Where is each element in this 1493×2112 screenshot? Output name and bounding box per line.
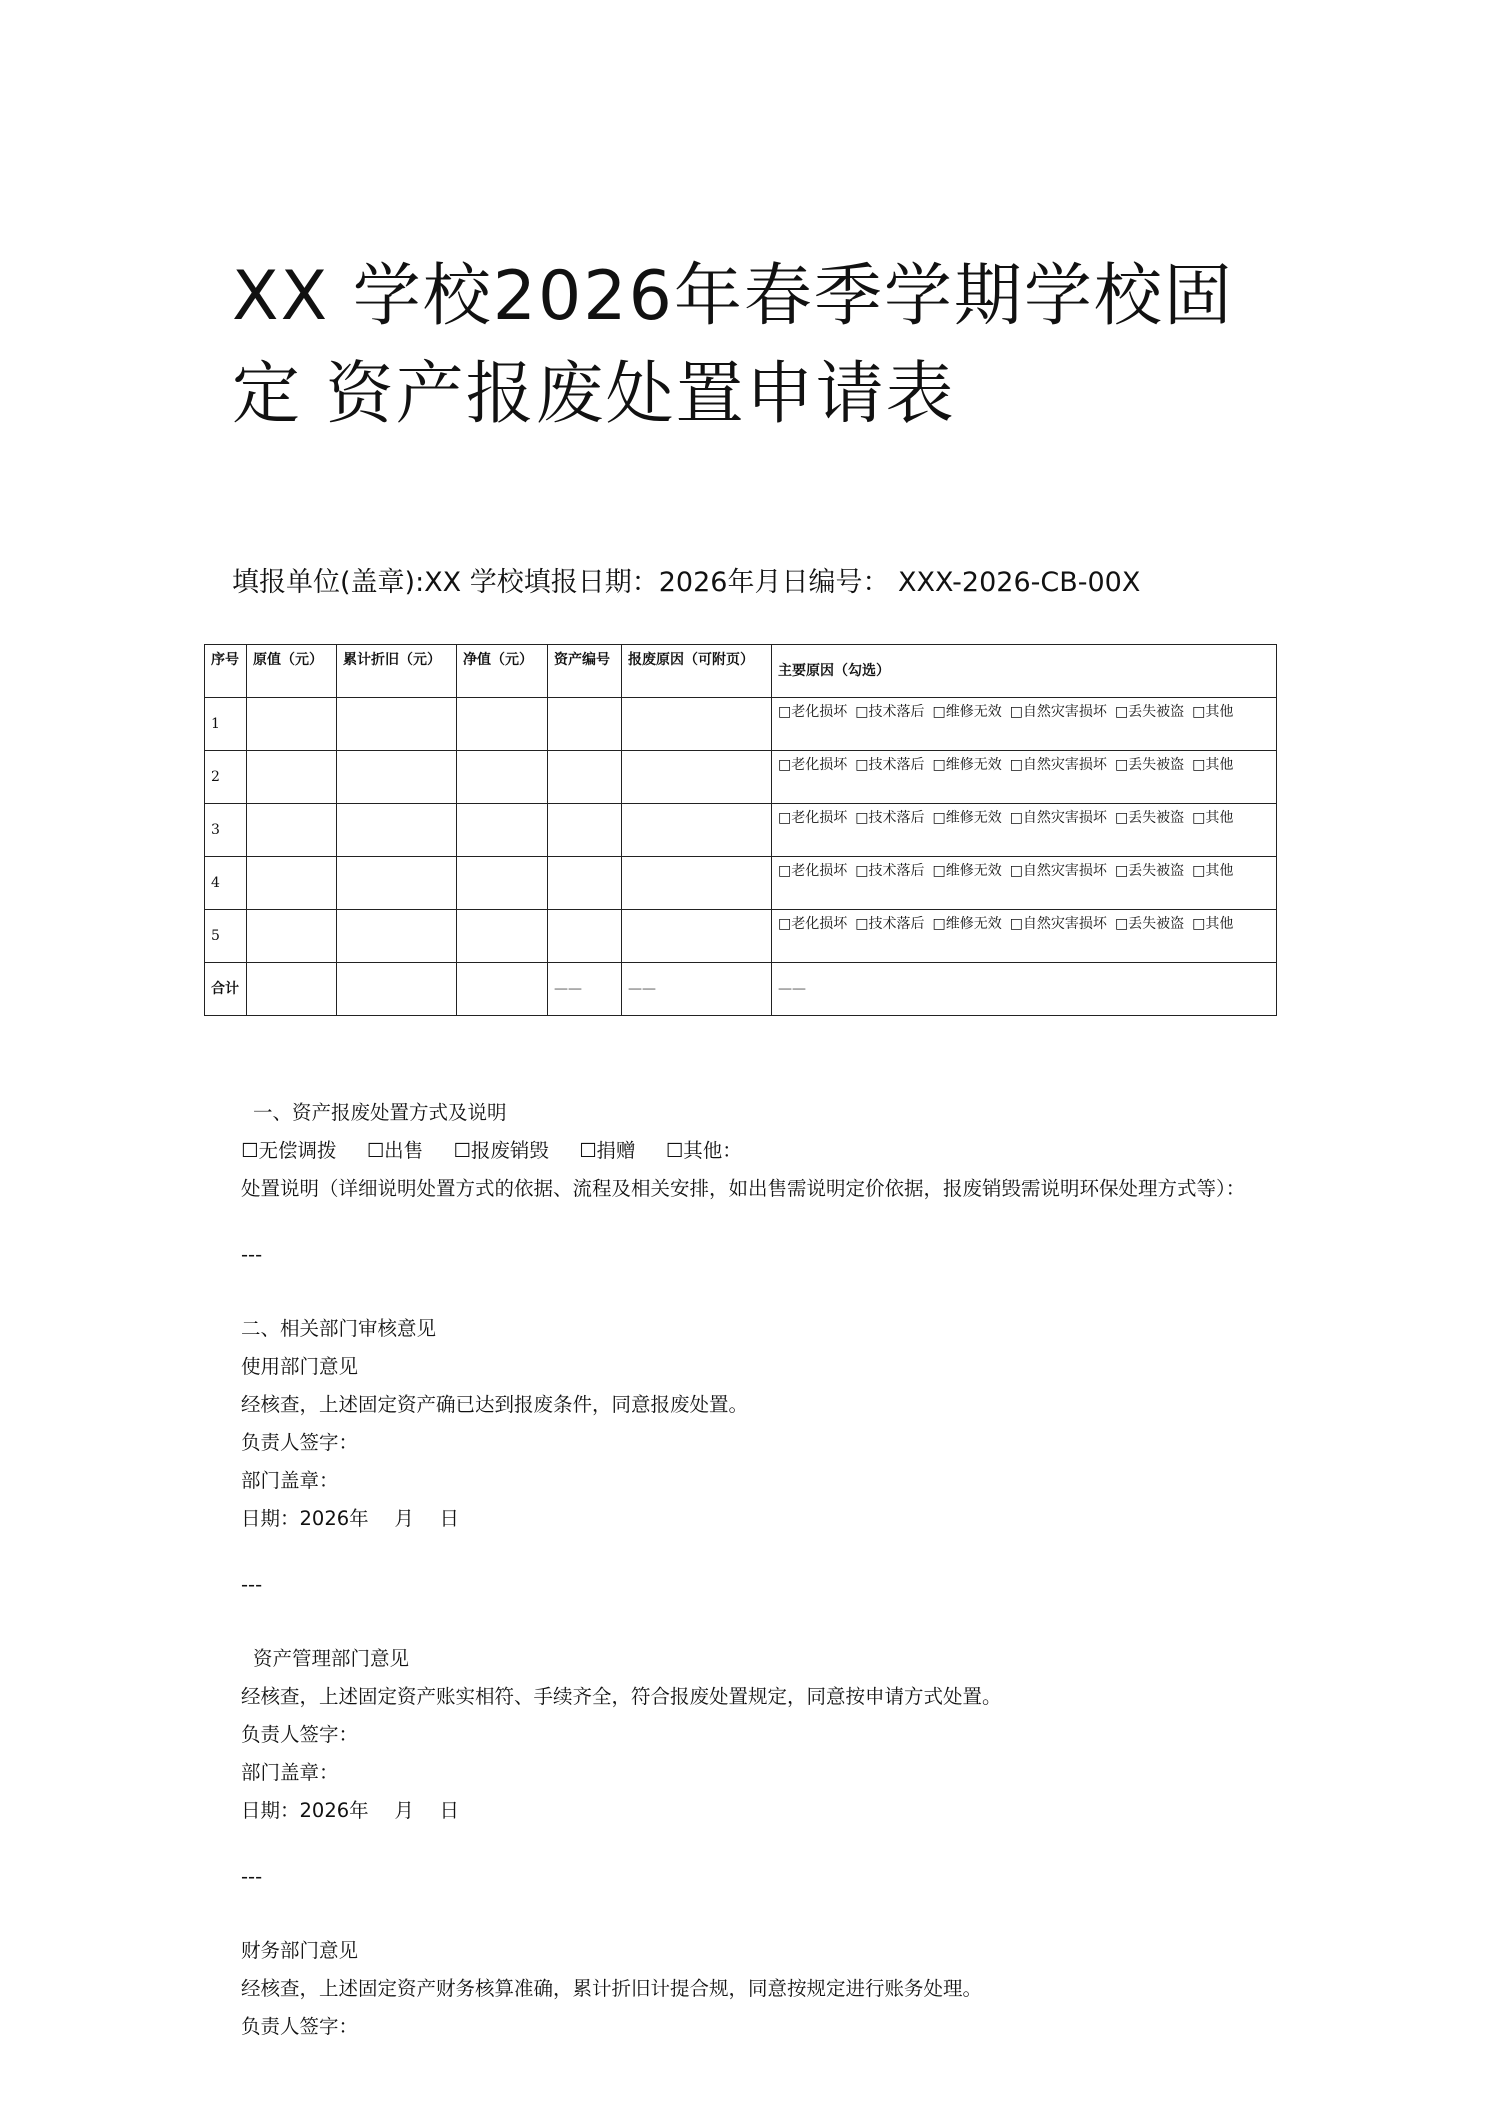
document-title xyxy=(232,248,1292,444)
method-donation[interactable]: ☐捐赠 xyxy=(579,1139,636,1162)
table-row xyxy=(205,804,1277,857)
depreciation-cell[interactable] xyxy=(337,698,457,751)
section1-heading: 一、资产报废处置方式及说明 xyxy=(253,1101,507,1124)
asset-dept-date: 日期：2026年 月 日 xyxy=(241,1799,460,1822)
reason-checkbox[interactable]: □技术落后 xyxy=(855,704,925,720)
scrap-reason-cell[interactable] xyxy=(622,910,772,963)
scrap-reason-cell[interactable] xyxy=(622,804,772,857)
asset-table xyxy=(204,644,1277,1016)
table-header-row xyxy=(205,645,1277,698)
asset-dept-opinion: 经核查，上述固定资产账实相符、手续齐全，符合报废处置规定，同意按申请方式处置。 xyxy=(241,1685,1002,1708)
net-value-cell[interactable] xyxy=(457,751,548,804)
original-value-cell[interactable] xyxy=(247,910,337,963)
use-dept-date: 日期：2026年 月 日 xyxy=(241,1507,460,1530)
table-row xyxy=(205,751,1277,804)
total-main-reason-dash: —— xyxy=(772,963,1277,1016)
row-index: 3 xyxy=(205,804,247,857)
use-dept-sign: 负责人签字： xyxy=(241,1431,359,1454)
table-row xyxy=(205,857,1277,910)
total-asset-id-dash: —— xyxy=(548,963,622,1016)
net-value-cell[interactable] xyxy=(457,698,548,751)
section2-heading: 二、相关部门审核意见 xyxy=(241,1317,437,1340)
total-depreciation-cell[interactable] xyxy=(337,963,457,1016)
reason-checkbox[interactable]: □其他 xyxy=(1192,863,1234,879)
finance-dept-title: 财务部门意见 xyxy=(241,1939,359,1962)
total-scrap-reason-dash: —— xyxy=(622,963,772,1016)
use-dept-title: 使用部门意见 xyxy=(241,1355,359,1378)
col-header-depreciation: 累计折旧（元） xyxy=(337,645,457,698)
reason-options xyxy=(772,804,1277,857)
asset-dept-seal: 部门盖章： xyxy=(241,1761,339,1784)
separator: --- xyxy=(241,1865,263,1888)
method-free-transfer[interactable]: ☐无偿调拨 xyxy=(241,1139,337,1162)
reason-options xyxy=(772,751,1277,804)
asset-id-cell[interactable] xyxy=(548,698,622,751)
net-value-cell[interactable] xyxy=(457,804,548,857)
depreciation-cell[interactable] xyxy=(337,751,457,804)
reason-checkbox[interactable]: □丢失被盗 xyxy=(1114,810,1185,826)
depreciation-cell[interactable] xyxy=(337,910,457,963)
reason-checkbox[interactable]: □其他 xyxy=(1192,810,1234,826)
reason-checkbox[interactable]: □老化损坏 xyxy=(778,704,848,720)
reason-checkbox[interactable]: □其他 xyxy=(1192,757,1234,773)
col-header-main-reason: 主要原因（勾选） xyxy=(772,645,1277,698)
reason-checkbox[interactable]: □维修无效 xyxy=(932,810,1002,826)
reason-checkbox[interactable]: □维修无效 xyxy=(932,704,1002,720)
method-other[interactable]: ☐其他： xyxy=(665,1139,742,1162)
net-value-cell[interactable] xyxy=(457,857,548,910)
reason-checkbox[interactable]: □老化损坏 xyxy=(778,810,848,826)
asset-id-cell[interactable] xyxy=(548,804,622,857)
table-body xyxy=(205,698,1277,1016)
reason-checkbox[interactable]: □自然灾害损坏 xyxy=(1009,916,1107,932)
reason-checkbox[interactable]: □自然灾害损坏 xyxy=(1009,757,1107,773)
reason-checkbox[interactable]: □老化损坏 xyxy=(778,863,848,879)
depreciation-cell[interactable] xyxy=(337,804,457,857)
disposal-methods xyxy=(209,1132,1279,1170)
reason-checkbox[interactable]: □其他 xyxy=(1192,916,1234,932)
asset-id-cell[interactable] xyxy=(548,857,622,910)
reason-checkbox[interactable]: □其他 xyxy=(1192,704,1234,720)
asset-id-cell[interactable] xyxy=(548,910,622,963)
use-dept-opinion: 经核查，上述固定资产确已达到报废条件，同意报废处置。 xyxy=(241,1393,749,1416)
total-net-value-cell[interactable] xyxy=(457,963,548,1016)
table-row xyxy=(205,910,1277,963)
total-row xyxy=(205,963,1277,1016)
reason-checkbox[interactable]: □技术落后 xyxy=(855,916,925,932)
original-value-cell[interactable] xyxy=(247,804,337,857)
col-header-net-value: 净值（元） xyxy=(457,645,548,698)
total-original-value-cell[interactable] xyxy=(247,963,337,1016)
reason-checkbox[interactable]: □丢失被盗 xyxy=(1114,704,1185,720)
reason-checkbox[interactable]: □老化损坏 xyxy=(778,757,848,773)
scrap-reason-cell[interactable] xyxy=(622,857,772,910)
use-dept-seal: 部门盖章： xyxy=(241,1469,339,1492)
depreciation-cell[interactable] xyxy=(337,857,457,910)
col-header-original-value: 原值（元） xyxy=(247,645,337,698)
reason-checkbox[interactable]: □自然灾害损坏 xyxy=(1009,704,1107,720)
reason-checkbox[interactable]: □丢失被盗 xyxy=(1114,916,1185,932)
asset-dept-sign: 负责人签字： xyxy=(241,1723,359,1746)
separator: --- xyxy=(241,1573,263,1596)
reason-checkbox[interactable]: □技术落后 xyxy=(855,863,925,879)
row-index: 5 xyxy=(205,910,247,963)
reason-options xyxy=(772,857,1277,910)
col-header-asset-id: 资产编号 xyxy=(548,645,622,698)
separator: --- xyxy=(241,1243,263,1266)
reason-checkbox[interactable]: □技术落后 xyxy=(855,810,925,826)
col-header-scrap-reason: 报废原因（可附页） xyxy=(622,645,772,698)
asset-dept-title: 资产管理部门意见 xyxy=(253,1647,410,1670)
total-label: 合计 xyxy=(205,963,247,1016)
finance-dept-sign: 负责人签字： xyxy=(241,2015,359,2038)
row-index: 2 xyxy=(205,751,247,804)
table-row xyxy=(205,698,1277,751)
finance-dept-opinion: 经核查，上述固定资产财务核算准确，累计折旧计提合规，同意按规定进行账务处理。 xyxy=(241,1977,983,2000)
reason-checkbox[interactable]: □老化损坏 xyxy=(778,916,848,932)
reason-checkbox[interactable]: □自然灾害损坏 xyxy=(1009,863,1107,879)
row-index: 1 xyxy=(205,698,247,751)
scrap-reason-cell[interactable] xyxy=(622,698,772,751)
reason-checkbox[interactable]: □维修无效 xyxy=(932,757,1002,773)
original-value-cell[interactable] xyxy=(247,698,337,751)
net-value-cell[interactable] xyxy=(457,910,548,963)
reason-checkbox[interactable]: □丢失被盗 xyxy=(1114,863,1185,879)
reason-checkbox[interactable]: □自然灾害损坏 xyxy=(1009,810,1107,826)
body-section xyxy=(209,1094,1279,2046)
reason-checkbox[interactable]: □技术落后 xyxy=(855,757,925,773)
method-destroy[interactable]: ☐报废销毁 xyxy=(453,1139,549,1162)
title-line-2: 定 资产报废处置申请表 xyxy=(232,355,956,434)
title-line-1: XX 学校2026年春季学期学校固 xyxy=(232,257,1234,336)
reason-options xyxy=(772,698,1277,751)
reason-options xyxy=(772,910,1277,963)
col-header-index: 序号 xyxy=(205,645,247,698)
asset-id-cell[interactable] xyxy=(548,751,622,804)
original-value-cell[interactable] xyxy=(247,751,337,804)
reason-checkbox[interactable]: □维修无效 xyxy=(932,863,1002,879)
filing-info: 填报单位(盖章):XX 学校填报日期：2026年月日编号： XXX-2026-CB-00X xyxy=(232,567,1141,598)
original-value-cell[interactable] xyxy=(247,857,337,910)
reason-checkbox[interactable]: □维修无效 xyxy=(932,916,1002,932)
disposal-explanation: 处置说明（详细说明处置方式的依据、流程及相关安排，如出售需说明定价依据，报废销毁需说明环保处理方式等）： xyxy=(241,1177,1246,1200)
scrap-reason-cell[interactable] xyxy=(622,751,772,804)
method-sale[interactable]: ☐出售 xyxy=(366,1139,424,1162)
row-index: 4 xyxy=(205,857,247,910)
reason-checkbox[interactable]: □丢失被盗 xyxy=(1114,757,1185,773)
